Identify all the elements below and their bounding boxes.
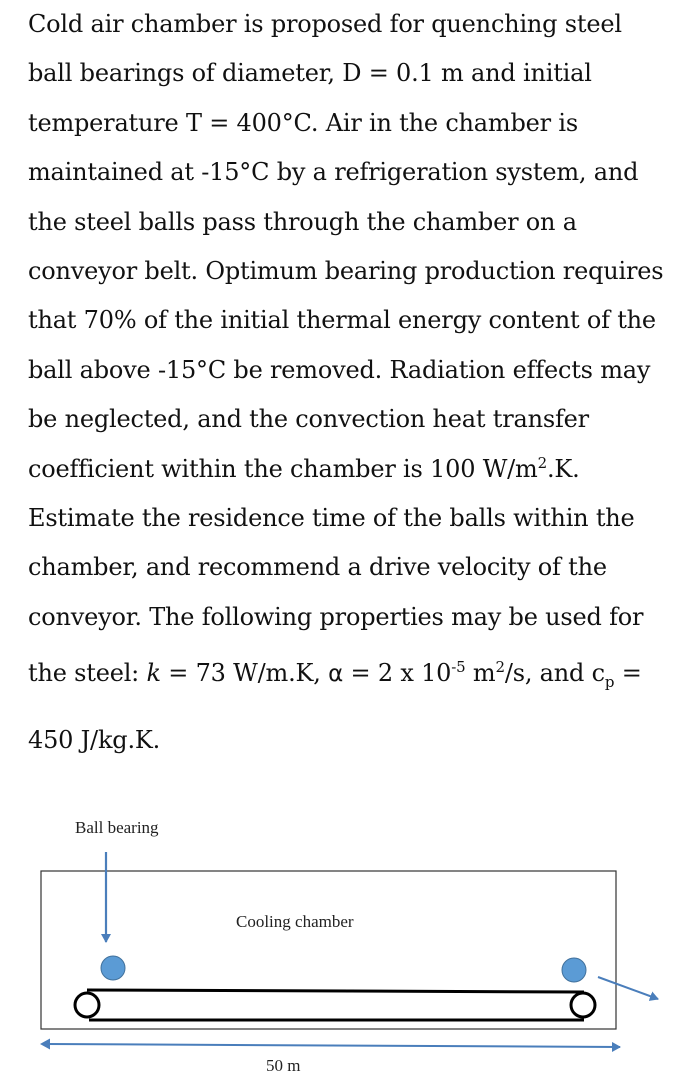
- problem-line: ball above -15°C be removed. Radiation effects may: [28, 355, 651, 384]
- text-span: =: [614, 659, 642, 688]
- text-span: = 73 W/m.K,: [160, 659, 329, 688]
- problem-line: [28, 642, 678, 708]
- superscript: 2: [495, 658, 505, 677]
- text-span: /s, and c: [504, 659, 605, 688]
- cooling-chamber-figure: [0, 800, 693, 1091]
- problem-statement: [28, 0, 678, 772]
- figure-drawing: [0, 800, 693, 1091]
- conveyor-belt-top: [87, 990, 584, 992]
- text-span: the steel:: [28, 659, 147, 688]
- exit-arrow: [598, 977, 658, 999]
- problem-line: ball bearings of diameter, D = 0.1 m and initial: [28, 59, 592, 88]
- exponent: -5: [451, 658, 466, 677]
- problem-line: conveyor belt. Optimum bearing production requires: [28, 256, 664, 285]
- symbol-alpha: α: [328, 661, 344, 688]
- text-span: coefficient within the chamber is 100 W/m: [28, 454, 538, 483]
- problem-line: be neglected, and the convection heat transfer: [28, 405, 589, 434]
- ball-bearing-entry: [101, 956, 125, 980]
- problem-line: Estimate the residence time of the balls within the: [28, 503, 635, 532]
- conveyor-roller-right: [571, 993, 595, 1017]
- problem-line: that 70% of the initial thermal energy content of the: [28, 306, 656, 335]
- problem-line: conveyor. The following properties may be used for: [28, 602, 644, 631]
- conveyor-roller-left: [75, 993, 99, 1017]
- problem-line: chamber, and recommend a drive velocity of the: [28, 553, 607, 582]
- problem-line: [28, 445, 678, 494]
- problem-line: Cold air chamber is proposed for quenching steel: [28, 10, 622, 38]
- subscript: p: [604, 672, 615, 691]
- problem-line: 450 J/kg.K.: [28, 726, 161, 755]
- problem-line: maintained at -15°C by a refrigeration system, and: [28, 158, 639, 187]
- chamber-outline: [41, 871, 616, 1029]
- cooling-chamber-label: Cooling chamber: [236, 912, 354, 931]
- text-span: m: [465, 659, 496, 688]
- dimension-arrowhead-left: [40, 1039, 50, 1050]
- text-span: = 2 x 10: [343, 659, 452, 688]
- symbol-k: k: [146, 659, 161, 688]
- ball-bearing-exit: [562, 958, 586, 982]
- text-span: .K.: [546, 454, 580, 483]
- ball-bearing-label: Ball bearing: [75, 818, 159, 837]
- problem-line: the steel balls pass through the chamber on a: [28, 207, 577, 236]
- superscript: 2: [537, 453, 547, 472]
- length-label: 50 m: [266, 1056, 301, 1075]
- length-dimension-arrow: [46, 1044, 620, 1047]
- problem-line: temperature T = 400°C. Air in the chamber is: [28, 108, 578, 137]
